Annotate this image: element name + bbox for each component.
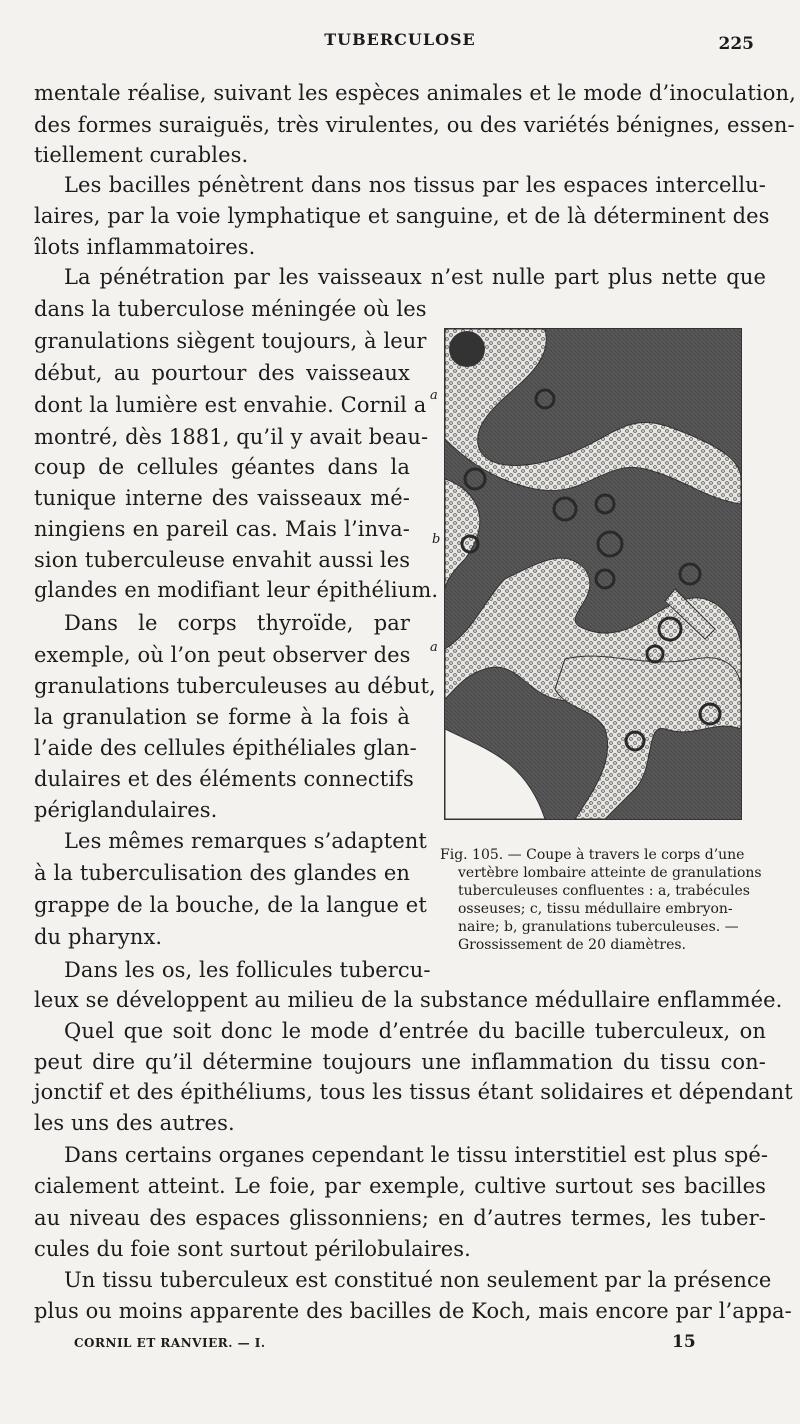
figure-label-a: a: [430, 640, 438, 655]
text-line: dulaires et des éléments connectifs: [34, 767, 414, 791]
text-line: cules du foie sont surtout périlobulaires.: [34, 1237, 471, 1261]
text-line: cialement atteint. Le foie, par exemple, cultive surtout ses bacilles: [34, 1174, 766, 1198]
running-title: TUBERCULOSE: [324, 30, 476, 49]
dark-cavity: [449, 331, 485, 367]
text-line: îlots inflammatoires.: [34, 235, 256, 259]
text-line: ningiens en pareil cas. Mais l’inva-: [34, 517, 410, 541]
text-line: les uns des autres.: [34, 1111, 235, 1135]
text-line: dont la lumière est envahie. Cornil a: [34, 393, 427, 417]
text-line: montré, dès 1881, qu’il y avait beau-: [34, 425, 429, 449]
text-line: Dans certains organes cependant le tissu interstitiel est plus spé-: [64, 1143, 769, 1167]
text-line: laires, par la voie lymphatique et sanguine, et de là déterminent des: [34, 204, 770, 228]
page-number: 225: [718, 34, 754, 54]
sheet-number: 15: [672, 1332, 696, 1352]
text-line: Les bacilles pénètrent dans nos tissus par les espaces intercellu-: [64, 173, 766, 197]
text-line: dans la tuberculose méningée où les: [34, 297, 427, 321]
figure-caption-line: naire; b, granulations tuberculeuses. —: [458, 919, 739, 935]
text-line: granulations siègent toujours, à leur: [34, 329, 427, 353]
text-line: tunique interne des vaisseaux mé-: [34, 486, 410, 510]
text-line: leux se développent au milieu de la substance médullaire enflammée.: [34, 988, 783, 1012]
text-line: coup de cellules géantes dans la: [34, 455, 410, 479]
text-line: Un tissu tuberculeux est constitué non seulement par la présence: [64, 1268, 772, 1292]
figure-label-a: a: [430, 388, 438, 403]
text-line: à la tuberculisation des glandes en: [34, 861, 410, 885]
text-line: périglandulaires.: [34, 798, 218, 822]
figure-caption-line: tuberculeuses confluentes : a, trabécules: [458, 883, 750, 899]
text-line: au niveau des espaces glissonniens; en d’autres termes, les tuber-: [34, 1206, 766, 1230]
signature-mark: CORNIL ET RANVIER. — I.: [74, 1336, 266, 1350]
text-line: Quel que soit donc le mode d’entrée du bacille tuberculeux, on: [64, 1019, 766, 1043]
text-line: grappe de la bouche, de la langue et: [34, 893, 427, 917]
text-line: plus ou moins apparente des bacilles de Koch, mais encore par l’appa-: [34, 1299, 792, 1323]
figure-caption-line: vertèbre lombaire atteinte de granulations: [458, 865, 762, 881]
text-line: granulations tuberculeuses au début,: [34, 674, 436, 698]
text-line: début, au pourtour des vaisseaux: [34, 361, 410, 385]
figure-label-b: b: [432, 532, 441, 547]
figure-caption-line: Fig. 105. — Coupe à travers le corps d’une: [440, 847, 745, 863]
text-line: des formes suraiguës, très virulentes, ou des variétés bénignes, essen-: [34, 113, 795, 137]
text-line: mentale réalise, suivant les espèces animales et le mode d’inoculation,: [34, 81, 796, 105]
text-line: tiellement curables.: [34, 143, 249, 167]
text-line: La pénétration par les vaisseaux n’est nulle part plus nette que: [64, 265, 766, 289]
figure-caption-line: Grossissement de 20 diamètres.: [458, 937, 687, 953]
text-line: sion tuberculeuse envahit aussi les: [34, 548, 411, 572]
text-line: Dans le corps thyroïde, par: [64, 611, 410, 635]
bone-section-illustration: [444, 328, 742, 820]
text-line: Les mêmes remarques s’adaptent: [64, 829, 427, 853]
text-line: jonctif et des épithéliums, tous les tissus étant solidaires et dépendant: [34, 1080, 793, 1104]
text-line: Dans les os, les follicules tubercu-: [64, 958, 431, 982]
text-line: exemple, où l’on peut observer des: [34, 643, 411, 667]
text-line: peut dire qu’il détermine toujours une inflammation du tissu con-: [34, 1050, 766, 1074]
bone-section-drawing: [445, 329, 741, 819]
text-line: l’aide des cellules épithéliales glan-: [34, 736, 417, 760]
text-line: glandes en modifiant leur épithélium.: [34, 578, 439, 602]
figure-caption-line: osseuses; c, tissu médullaire embryon-: [458, 901, 733, 917]
text-line: du pharynx.: [34, 925, 163, 949]
text-line: la granulation se forme à la fois à: [34, 705, 410, 729]
